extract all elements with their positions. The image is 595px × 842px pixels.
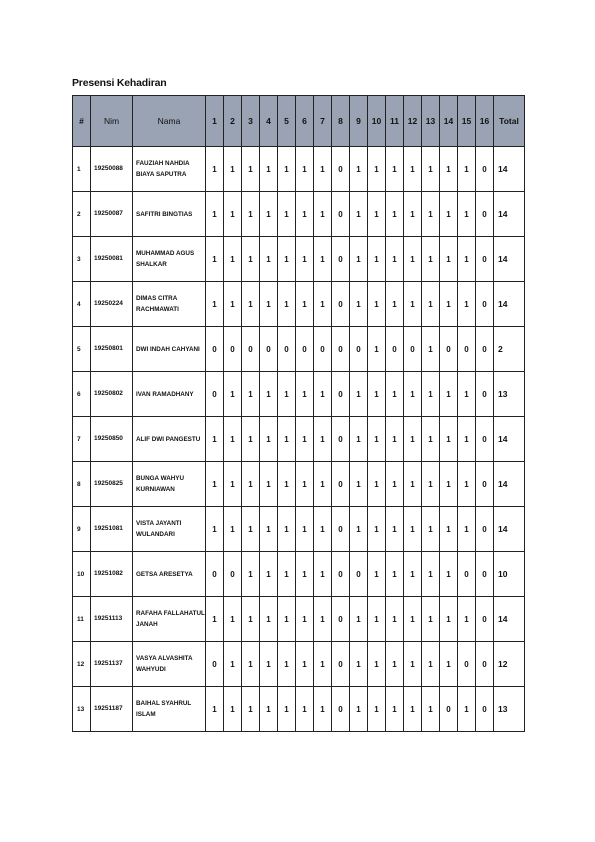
attendance-cell: 1 [206, 687, 224, 732]
column-header: 15 [458, 96, 476, 147]
student-name: IVAN RAMADHANY [133, 372, 206, 417]
attendance-cell: 0 [476, 552, 494, 597]
column-header: 10 [368, 96, 386, 147]
attendance-cell: 1 [350, 462, 368, 507]
attendance-cell: 1 [314, 552, 332, 597]
student-name: VASYA ALVASHITA WAHYUDI [133, 642, 206, 687]
student-name: FAUZIAH NAHDIA BIAYA SAPUTRA [133, 147, 206, 192]
attendance-cell: 0 [332, 462, 350, 507]
student-name: SAFITRI BINGTIAS [133, 192, 206, 237]
attendance-cell: 1 [368, 417, 386, 462]
attendance-cell: 1 [242, 552, 260, 597]
attendance-cell: 0 [332, 327, 350, 372]
attendance-cell: 0 [386, 327, 404, 372]
attendance-cell: 0 [332, 237, 350, 282]
attendance-cell: 1 [296, 147, 314, 192]
attendance-cell: 1 [422, 507, 440, 552]
attendance-cell: 1 [458, 282, 476, 327]
column-header: Nim [91, 96, 133, 147]
attendance-cell: 1 [422, 552, 440, 597]
attendance-cell: 1 [278, 282, 296, 327]
attendance-cell: 1 [404, 237, 422, 282]
attendance-cell: 1 [422, 597, 440, 642]
attendance-cell: 0 [242, 327, 260, 372]
attendance-cell: 1 [404, 417, 422, 462]
student-nim: 19250224 [91, 282, 133, 327]
student-name: ALIF DWI PANGESTU [133, 417, 206, 462]
page-title: Presensi Kehadiran [72, 77, 167, 89]
attendance-cell: 1 [224, 372, 242, 417]
attendance-cell: 1 [440, 192, 458, 237]
table-row [73, 237, 525, 282]
column-header: 16 [476, 96, 494, 147]
attendance-cell: 1 [314, 642, 332, 687]
attendance-cell: 1 [278, 687, 296, 732]
attendance-cell: 0 [224, 327, 242, 372]
table-row [73, 462, 525, 507]
attendance-cell: 1 [458, 597, 476, 642]
attendance-cell: 1 [458, 507, 476, 552]
attendance-cell: 0 [476, 462, 494, 507]
attendance-total: 14 [494, 507, 525, 552]
attendance-cell: 0 [332, 417, 350, 462]
attendance-cell: 1 [278, 462, 296, 507]
attendance-cell: 1 [368, 147, 386, 192]
attendance-cell: 0 [404, 327, 422, 372]
table-row [73, 417, 525, 462]
attendance-cell: 1 [458, 147, 476, 192]
column-header: 11 [386, 96, 404, 147]
attendance-cell: 1 [242, 462, 260, 507]
student-nim: 19250087 [91, 192, 133, 237]
attendance-cell: 0 [332, 282, 350, 327]
attendance-cell: 1 [296, 372, 314, 417]
table-row [73, 372, 525, 417]
attendance-cell: 1 [458, 687, 476, 732]
attendance-cell: 0 [458, 327, 476, 372]
attendance-cell: 1 [440, 642, 458, 687]
table-row [73, 282, 525, 327]
attendance-cell: 1 [440, 552, 458, 597]
attendance-cell: 1 [242, 282, 260, 327]
student-name: BAIHAL SYAHRUL ISLAM [133, 687, 206, 732]
attendance-cell: 1 [368, 327, 386, 372]
attendance-cell: 0 [458, 552, 476, 597]
student-nim: 19251081 [91, 507, 133, 552]
student-nim: 19251113 [91, 597, 133, 642]
attendance-cell: 0 [476, 282, 494, 327]
attendance-cell: 1 [260, 687, 278, 732]
student-name: BUNGA WAHYU KURNIAWAN [133, 462, 206, 507]
attendance-total: 10 [494, 552, 525, 597]
attendance-cell: 1 [278, 147, 296, 192]
attendance-cell: 1 [224, 147, 242, 192]
row-number: 12 [73, 642, 91, 687]
attendance-cell: 1 [206, 192, 224, 237]
attendance-cell: 0 [476, 147, 494, 192]
attendance-cell: 1 [242, 147, 260, 192]
attendance-cell: 1 [224, 687, 242, 732]
attendance-cell: 1 [422, 372, 440, 417]
student-nim: 19250081 [91, 237, 133, 282]
attendance-cell: 1 [278, 417, 296, 462]
attendance-cell: 1 [368, 552, 386, 597]
attendance-cell: 1 [422, 192, 440, 237]
attendance-cell: 1 [404, 147, 422, 192]
attendance-cell: 0 [332, 507, 350, 552]
student-name: DWI INDAH CAHYANI [133, 327, 206, 372]
attendance-cell: 1 [422, 282, 440, 327]
attendance-cell: 1 [404, 192, 422, 237]
attendance-cell: 1 [404, 462, 422, 507]
attendance-cell: 0 [206, 642, 224, 687]
attendance-cell: 0 [332, 597, 350, 642]
attendance-cell: 1 [206, 507, 224, 552]
attendance-cell: 1 [458, 192, 476, 237]
attendance-cell: 1 [350, 192, 368, 237]
row-number: 9 [73, 507, 91, 552]
attendance-cell: 1 [440, 462, 458, 507]
attendance-cell: 1 [242, 687, 260, 732]
attendance-cell: 0 [332, 642, 350, 687]
attendance-cell: 0 [476, 237, 494, 282]
attendance-cell: 1 [386, 237, 404, 282]
attendance-cell: 1 [386, 462, 404, 507]
row-number: 5 [73, 327, 91, 372]
table-row [73, 687, 525, 732]
attendance-cell: 1 [314, 147, 332, 192]
attendance-cell: 1 [314, 687, 332, 732]
attendance-cell: 1 [260, 192, 278, 237]
attendance-cell: 1 [314, 507, 332, 552]
attendance-cell: 1 [260, 147, 278, 192]
row-number: 2 [73, 192, 91, 237]
row-number: 11 [73, 597, 91, 642]
table-row [73, 147, 525, 192]
attendance-cell: 1 [386, 147, 404, 192]
attendance-cell: 1 [386, 372, 404, 417]
column-header: Nama [133, 96, 206, 147]
attendance-total: 14 [494, 237, 525, 282]
attendance-total: 14 [494, 417, 525, 462]
attendance-cell: 1 [314, 282, 332, 327]
attendance-cell: 1 [314, 417, 332, 462]
attendance-cell: 1 [314, 597, 332, 642]
column-header: 1 [206, 96, 224, 147]
attendance-cell: 1 [278, 642, 296, 687]
attendance-total: 13 [494, 372, 525, 417]
attendance-cell: 1 [242, 597, 260, 642]
attendance-cell: 0 [332, 192, 350, 237]
attendance-cell: 1 [368, 282, 386, 327]
attendance-cell: 1 [350, 597, 368, 642]
attendance-cell: 1 [260, 237, 278, 282]
attendance-cell: 1 [296, 192, 314, 237]
attendance-cell: 1 [278, 507, 296, 552]
table-row [73, 642, 525, 687]
attendance-total: 14 [494, 597, 525, 642]
attendance-cell: 1 [278, 372, 296, 417]
attendance-cell: 1 [440, 237, 458, 282]
student-name: RAFAHA FALLAHATUL JANAH [133, 597, 206, 642]
attendance-cell: 1 [242, 372, 260, 417]
column-header: 2 [224, 96, 242, 147]
student-nim: 19251082 [91, 552, 133, 597]
attendance-cell: 1 [278, 192, 296, 237]
attendance-cell: 1 [224, 282, 242, 327]
table-row [73, 597, 525, 642]
column-header: 5 [278, 96, 296, 147]
attendance-total: 14 [494, 147, 525, 192]
attendance-cell: 1 [296, 417, 314, 462]
attendance-cell: 1 [296, 597, 314, 642]
attendance-cell: 1 [422, 642, 440, 687]
attendance-cell: 1 [404, 642, 422, 687]
column-header: Total [494, 96, 525, 147]
table-row [73, 552, 525, 597]
attendance-cell: 1 [278, 552, 296, 597]
attendance-cell: 1 [386, 507, 404, 552]
student-name: VISTA JAYANTI WULANDARI [133, 507, 206, 552]
student-name: GETSA ARESETYA [133, 552, 206, 597]
student-name: DIMAS CITRA RACHMAWATI [133, 282, 206, 327]
attendance-cell: 1 [404, 687, 422, 732]
attendance-cell: 1 [368, 372, 386, 417]
column-header: 4 [260, 96, 278, 147]
attendance-cell: 1 [350, 687, 368, 732]
column-header: # [73, 96, 91, 147]
attendance-cell: 1 [242, 237, 260, 282]
attendance-cell: 1 [386, 192, 404, 237]
attendance-cell: 1 [440, 417, 458, 462]
attendance-cell: 1 [224, 642, 242, 687]
attendance-cell: 0 [476, 687, 494, 732]
column-header: 13 [422, 96, 440, 147]
column-header: 8 [332, 96, 350, 147]
attendance-cell: 1 [368, 237, 386, 282]
attendance-table [72, 95, 525, 732]
table-row [73, 327, 525, 372]
attendance-cell: 0 [332, 147, 350, 192]
attendance-cell: 1 [422, 417, 440, 462]
attendance-cell: 1 [440, 597, 458, 642]
attendance-cell: 1 [458, 462, 476, 507]
attendance-cell: 1 [224, 237, 242, 282]
attendance-cell: 1 [260, 462, 278, 507]
attendance-total: 14 [494, 192, 525, 237]
column-header: 3 [242, 96, 260, 147]
attendance-cell: 1 [296, 552, 314, 597]
attendance-cell: 1 [314, 192, 332, 237]
attendance-cell: 0 [332, 372, 350, 417]
attendance-cell: 1 [386, 552, 404, 597]
column-header: 12 [404, 96, 422, 147]
attendance-cell: 1 [440, 507, 458, 552]
attendance-cell: 0 [278, 327, 296, 372]
attendance-cell: 0 [350, 552, 368, 597]
attendance-cell: 1 [314, 237, 332, 282]
attendance-cell: 0 [440, 687, 458, 732]
attendance-cell: 1 [368, 642, 386, 687]
attendance-cell: 1 [422, 687, 440, 732]
table-body [73, 147, 525, 732]
attendance-cell: 1 [206, 282, 224, 327]
attendance-cell: 0 [476, 417, 494, 462]
row-number: 3 [73, 237, 91, 282]
attendance-cell: 1 [350, 237, 368, 282]
student-nim: 19250801 [91, 327, 133, 372]
attendance-cell: 1 [368, 507, 386, 552]
row-number: 8 [73, 462, 91, 507]
attendance-cell: 0 [476, 507, 494, 552]
attendance-cell: 0 [440, 327, 458, 372]
attendance-cell: 1 [296, 462, 314, 507]
table-header-row [73, 96, 525, 147]
attendance-cell: 1 [224, 417, 242, 462]
attendance-cell: 1 [386, 642, 404, 687]
attendance-cell: 0 [206, 552, 224, 597]
attendance-cell: 1 [260, 372, 278, 417]
attendance-cell: 1 [260, 417, 278, 462]
attendance-total: 13 [494, 687, 525, 732]
attendance-cell: 1 [206, 147, 224, 192]
attendance-cell: 1 [368, 462, 386, 507]
attendance-cell: 0 [350, 327, 368, 372]
attendance-cell: 1 [404, 597, 422, 642]
student-nim: 19250850 [91, 417, 133, 462]
attendance-cell: 1 [260, 552, 278, 597]
attendance-cell: 1 [242, 507, 260, 552]
attendance-cell: 0 [476, 372, 494, 417]
attendance-cell: 1 [422, 237, 440, 282]
attendance-cell: 1 [350, 147, 368, 192]
attendance-cell: 0 [476, 327, 494, 372]
column-header: 14 [440, 96, 458, 147]
attendance-cell: 0 [476, 642, 494, 687]
student-nim: 19250825 [91, 462, 133, 507]
attendance-cell: 0 [206, 372, 224, 417]
attendance-cell: 1 [224, 192, 242, 237]
attendance-cell: 1 [278, 597, 296, 642]
attendance-cell: 1 [260, 642, 278, 687]
attendance-cell: 1 [296, 642, 314, 687]
attendance-cell: 1 [404, 552, 422, 597]
attendance-cell: 1 [404, 372, 422, 417]
attendance-cell: 1 [350, 372, 368, 417]
attendance-cell: 1 [386, 417, 404, 462]
attendance-cell: 1 [386, 282, 404, 327]
attendance-cell: 1 [350, 507, 368, 552]
attendance-cell: 1 [350, 642, 368, 687]
student-name: MUHAMMAD AGUS SHALKAR [133, 237, 206, 282]
attendance-cell: 1 [440, 282, 458, 327]
column-header: 9 [350, 96, 368, 147]
attendance-cell: 1 [242, 192, 260, 237]
attendance-cell: 1 [206, 237, 224, 282]
attendance-cell: 1 [224, 597, 242, 642]
attendance-cell: 0 [314, 327, 332, 372]
attendance-cell: 0 [458, 642, 476, 687]
row-number: 10 [73, 552, 91, 597]
attendance-cell: 1 [206, 597, 224, 642]
attendance-cell: 1 [404, 507, 422, 552]
student-nim: 19251137 [91, 642, 133, 687]
attendance-cell: 0 [206, 327, 224, 372]
attendance-cell: 1 [314, 372, 332, 417]
attendance-cell: 0 [332, 687, 350, 732]
attendance-cell: 1 [458, 417, 476, 462]
attendance-cell: 1 [314, 462, 332, 507]
attendance-cell: 1 [296, 237, 314, 282]
column-header: 7 [314, 96, 332, 147]
attendance-total: 2 [494, 327, 525, 372]
student-nim: 19250088 [91, 147, 133, 192]
table-row [73, 507, 525, 552]
attendance-total: 12 [494, 642, 525, 687]
attendance-cell: 1 [458, 237, 476, 282]
attendance-cell: 1 [260, 507, 278, 552]
attendance-cell: 0 [332, 552, 350, 597]
attendance-total: 14 [494, 282, 525, 327]
attendance-cell: 1 [368, 597, 386, 642]
table-row [73, 192, 525, 237]
attendance-cell: 0 [260, 327, 278, 372]
attendance-cell: 1 [224, 462, 242, 507]
attendance-cell: 0 [296, 327, 314, 372]
attendance-cell: 1 [440, 372, 458, 417]
attendance-cell: 1 [296, 687, 314, 732]
attendance-cell: 1 [350, 282, 368, 327]
row-number: 4 [73, 282, 91, 327]
attendance-cell: 1 [350, 417, 368, 462]
attendance-cell: 1 [224, 507, 242, 552]
attendance-cell: 1 [368, 192, 386, 237]
column-header: 6 [296, 96, 314, 147]
attendance-cell: 1 [278, 237, 296, 282]
attendance-cell: 1 [458, 372, 476, 417]
student-nim: 19250802 [91, 372, 133, 417]
student-nim: 19251187 [91, 687, 133, 732]
attendance-cell: 1 [386, 687, 404, 732]
attendance-cell: 0 [224, 552, 242, 597]
attendance-cell: 1 [260, 282, 278, 327]
attendance-cell: 0 [476, 192, 494, 237]
attendance-cell: 1 [296, 507, 314, 552]
attendance-cell: 1 [440, 147, 458, 192]
attendance-cell: 1 [422, 462, 440, 507]
attendance-cell: 1 [368, 687, 386, 732]
attendance-cell: 1 [242, 642, 260, 687]
attendance-cell: 1 [422, 147, 440, 192]
row-number: 7 [73, 417, 91, 462]
row-number: 13 [73, 687, 91, 732]
attendance-cell: 1 [242, 417, 260, 462]
row-number: 6 [73, 372, 91, 417]
attendance-cell: 1 [404, 282, 422, 327]
attendance-cell: 1 [296, 282, 314, 327]
attendance-cell: 1 [206, 417, 224, 462]
attendance-cell: 1 [260, 597, 278, 642]
attendance-cell: 1 [422, 327, 440, 372]
attendance-cell: 1 [206, 462, 224, 507]
attendance-cell: 1 [386, 597, 404, 642]
row-number: 1 [73, 147, 91, 192]
attendance-total: 14 [494, 462, 525, 507]
attendance-cell: 0 [476, 597, 494, 642]
